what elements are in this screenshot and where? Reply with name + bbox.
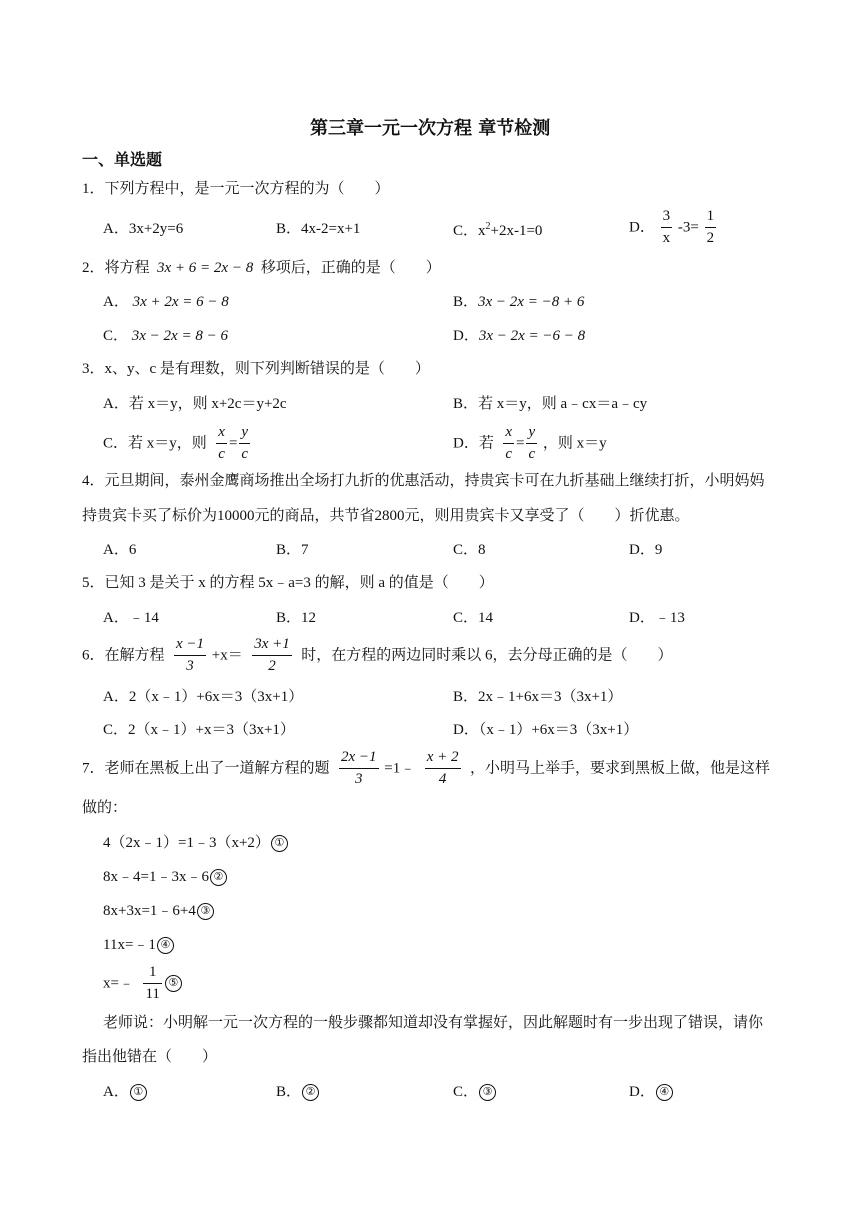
question-6-stem: 6．在解方程 $\frac{x -1}{3}$ +x＝ $\frac{3x +1}{2}$ 时，在方程的两边同时乘以 6，去分母正确的是（ ） <box>82 636 673 675</box>
teacher-comment-line-2: 指出他错在（ ） <box>82 1049 218 1065</box>
question-5-stem: 5．已知 3 是关于 x 的方程 5x﹣a=3 的解，则 a 的值是（ ） <box>82 575 494 591</box>
q7-option-b: B． ② <box>276 1084 319 1101</box>
q1-option-c: C．$x^2+2x-1=0$ <box>453 221 543 239</box>
q6-option-a: A．2（x﹣1）+6x＝3（3x+1） <box>103 689 304 705</box>
q7-option-d: D． ④ <box>629 1084 673 1101</box>
q4-option-a: A．6 <box>103 542 137 558</box>
q5-option-d: D．﹣13 <box>629 610 685 626</box>
q6-option-d: D．（x﹣1）+6x＝3（3x+1） <box>453 722 639 738</box>
question-7-line-2: 做的： <box>82 800 128 816</box>
question-3-stem: 3．x、y、c 是有理数，则下列判断错误的是（ ） <box>82 361 430 377</box>
q1-option-b: B．4x-2=x+1 <box>276 221 361 237</box>
question-2-stem: 2．将方程 3x + 6 = 2x − 8 移项后，正确的是（ ） <box>82 260 441 276</box>
q1-option-a: A．3x+2y=6 <box>103 221 184 237</box>
q2-option-c: C． 3x − 2x = 8 − 6 <box>103 328 228 344</box>
solution-step-1: 4（2x﹣1）=1﹣3（x+2） ① <box>103 835 288 852</box>
q2-option-a: A． 3x + 2x = 6 − 8 <box>103 294 229 310</box>
q3-option-a: A．若 x＝y，则 x+2c＝y+2c <box>103 396 287 412</box>
q7-option-c: C． ③ <box>453 1084 496 1101</box>
question-1-stem: 1．下列方程中，是一元一次方程的为（ ） <box>82 181 390 197</box>
section-heading: 一、单选题 <box>82 150 163 169</box>
q2-option-d: D．3x − 2x = −6 − 8 <box>453 328 586 344</box>
solution-step-2: 8x﹣4=1﹣3x﹣6 ② <box>103 869 227 886</box>
question-4-line-1: 4．元旦期间，泰州金鹰商场推出全场打九折的优惠活动，持贵宾卡可在九折基础上继续打折，小明妈妈 <box>82 473 765 489</box>
q2-option-b: B．3x − 2x = −8 + 6 <box>453 294 585 310</box>
q4-option-c: C．8 <box>453 542 486 558</box>
question-4-line-2: 持贵宾卡买了标价为10000元的商品，共节省2800元，则用贵宾卡又享受了（ ）折优惠。 <box>82 508 690 524</box>
q5-option-c: C．14 <box>453 610 494 626</box>
teacher-comment-line-1: 老师说：小明解一元一次方程的一般步骤都知道却没有掌握好，因此解题时有一步出现了错误，请你 <box>103 1015 764 1031</box>
q4-option-b: B．7 <box>276 542 309 558</box>
q4-option-d: D．9 <box>629 542 663 558</box>
solution-step-3: 8x+3x=1﹣6+4 ③ <box>103 903 214 920</box>
q3-option-c: C．若 x＝y，则 $\frac{x}{c}$ = $\frac{y}{c}$ <box>103 424 249 463</box>
solution-step-4: 11x=﹣1 ④ <box>103 937 174 954</box>
q3-option-d: D．若 $\frac{x}{c}$ = $\frac{y}{c}$ ，则 x＝y <box>453 424 607 463</box>
q7-option-a: A． ① <box>103 1084 147 1101</box>
q1-option-d: D． $\frac{3}{x}$ -3= $\frac{1}{2}$ <box>629 208 715 247</box>
q5-option-b: B．12 <box>276 610 317 626</box>
q6-option-c: C．2（x﹣1）+x＝3（3x+1） <box>103 722 295 738</box>
page-title: 第三章一元一次方程 章节检测 <box>310 118 551 139</box>
question-7-stem: 7．老师在黑板上出了一道解方程的题 $\frac{2x -1}{3}$ =1﹣ $\frac{x + 2}{4}$ ，小明马上举手，要求到黑板上做，他是这样 <box>82 749 771 788</box>
q3-option-b: B．若 x＝y，则 a﹣cx＝a﹣cy <box>453 396 648 412</box>
q5-option-a: A．﹣14 <box>103 610 159 626</box>
solution-step-5: x=﹣ $\frac{1}{11}$ ⑤ <box>103 964 182 1004</box>
q6-option-b: B．2x﹣1+6x＝3（3x+1） <box>453 689 623 705</box>
